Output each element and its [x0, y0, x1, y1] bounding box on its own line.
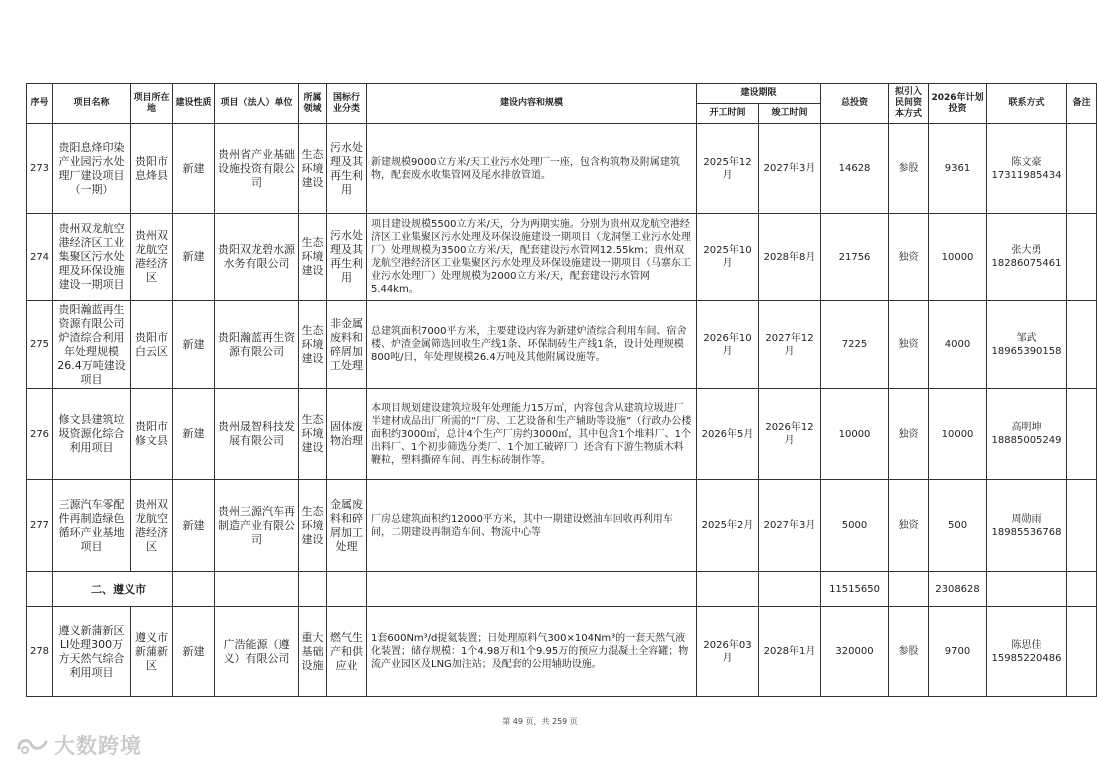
cell-location: 贵阳市息烽县 [131, 124, 173, 214]
header-invest: 总投资 [821, 84, 889, 124]
cell-seq: 273 [27, 124, 53, 214]
table-row [27, 389, 1097, 480]
cell-mode: 独资 [889, 389, 929, 480]
cell-invest: 14628 [821, 124, 889, 214]
contact-name: 邹武 [1016, 332, 1037, 344]
contact-name: 陈思佳 [1011, 639, 1042, 651]
cell-content: 1套600Nm³/d提氦装置；日处理原料气300×104Nm³的一套天然气液化装置；储存规模：1个4.98万和1个9.95万的预应力混凝土全容罐；物流产业园区及LNG加注站；及配套的公用辅助设施。 [367, 607, 697, 697]
cell-unit: 贵阳瀚蓝再生资源有限公司 [215, 301, 299, 389]
cell-contact [987, 301, 1067, 389]
contact-phone: 18985536768 [991, 526, 1062, 538]
cell-invest: 21756 [821, 214, 889, 301]
cell-mode: 独资 [889, 214, 929, 301]
cell-content: 厂房总建筑面积约12000平方米，其中一期建设燃油车回收再利用车间，二期建设再制造车间、物流中心等 [367, 480, 697, 572]
cell-name: 贵州双龙航空港经济区工业集聚区污水处理及环保设施建设一期项目 [53, 214, 131, 301]
header-field: 所属领域 [299, 84, 327, 124]
header-private-mode: 拟引入民间资本方式 [889, 84, 929, 124]
header-content: 建设内容和规模 [367, 84, 697, 124]
header-industry: 国标行业分类 [327, 84, 367, 124]
cell-content: 项目建设规模5500立方米/天，分为两期实施。分别为贵州双龙航空港经济区工业集聚区污水处理及环保设施建设一期项目（龙洞堡工业污水处理厂）处理规模为3500立方米/天，配套建设污水管网12.55km；贵州双龙航空港经济区工业集聚区污水处理及环保设施建设一期项目（马寨东工业污水处理厂）处理规模为2000立方米/天，配套建设污水管网5.44km。 [367, 214, 697, 301]
header-unit: 项目（法人）单位 [215, 84, 299, 124]
cell-plan: 500 [929, 480, 987, 572]
cell-invest: 320000 [821, 607, 889, 697]
cell-contact [987, 214, 1067, 301]
cell-unit: 贵州三源汽车再制造产业有限公司 [215, 480, 299, 572]
cell-end: 2028年8月 [759, 214, 821, 301]
header-location: 项目所在地 [131, 84, 173, 124]
cell-unit: 贵阳双龙碧水源水务有限公司 [215, 214, 299, 301]
cell-mode: 参股 [889, 607, 929, 697]
section-label: 二、遵义市 [53, 572, 173, 607]
cell-end: 2027年3月 [759, 124, 821, 214]
table-row [27, 607, 1097, 697]
project-table-sheet [26, 83, 1091, 697]
cell-field: 生态环境建设 [299, 301, 327, 389]
header-nature: 建设性质 [173, 84, 215, 124]
cell-contact [987, 124, 1067, 214]
contact-name: 周勋雨 [1011, 513, 1042, 525]
contact-phone: 15985220486 [991, 652, 1062, 664]
cell-unit: 贵州省产业基础设施投资有限公司 [215, 124, 299, 214]
cell-mode: 独资 [889, 301, 929, 389]
section-empty-cell [299, 572, 327, 607]
watermark [16, 730, 142, 760]
cell-plan: 9700 [929, 607, 987, 697]
cell-location: 贵州双龙航空港经济区 [131, 480, 173, 572]
header-remark: 备注 [1067, 84, 1097, 124]
contact-phone: 18965390158 [991, 345, 1062, 357]
cell-location: 遵义市新蒲新区 [131, 607, 173, 697]
section-empty-cell [697, 572, 759, 607]
header-start: 开工时间 [697, 104, 759, 124]
cell-location: 贵阳市白云区 [131, 301, 173, 389]
cell-start: 2026年10月 [697, 301, 759, 389]
cell-seq: 277 [27, 480, 53, 572]
table-row [27, 480, 1097, 572]
section-empty-cell [889, 572, 929, 607]
cell-name: 修文县建筑垃圾资源化综合利用项目 [53, 389, 131, 480]
cell-start: 2025年2月 [697, 480, 759, 572]
cell-content: 新建规模9000立方米/天工业污水处理厂一座，包含构筑物及附属建筑物，配套废水收集管网及尾水排放管道。 [367, 124, 697, 214]
header-seq: 序号 [27, 84, 53, 124]
header-period: 建设期限 [697, 84, 821, 104]
cell-field: 重大基础设施 [299, 607, 327, 697]
cell-invest: 5000 [821, 480, 889, 572]
contact-name: 陈文豪 [1011, 156, 1042, 168]
cell-industry: 非金属废料和碎屑加工处理 [327, 301, 367, 389]
cell-plan: 9361 [929, 124, 987, 214]
section-empty-cell [759, 572, 821, 607]
section-empty-cell [173, 572, 215, 607]
watermark-logo-icon [16, 734, 50, 756]
section-empty-cell [1067, 572, 1097, 607]
cell-contact [987, 480, 1067, 572]
cell-end: 2028年1月 [759, 607, 821, 697]
cell-nature: 新建 [173, 124, 215, 214]
section-plan: 2308628 [929, 572, 987, 607]
cell-remark [1067, 301, 1097, 389]
contact-phone: 18286075461 [991, 258, 1062, 269]
table-row [27, 214, 1097, 301]
cell-plan: 10000 [929, 389, 987, 480]
cell-industry: 金属废料和碎屑加工处理 [327, 480, 367, 572]
contact-name: 张大勇 [1011, 245, 1042, 256]
watermark-text: 大数跨境 [54, 734, 142, 758]
table-row [27, 124, 1097, 214]
page-footer: 第 49 页，共 259 页 [502, 717, 578, 726]
cell-seq: 274 [27, 214, 53, 301]
cell-seq: 278 [27, 607, 53, 697]
cell-field: 生态环境建设 [299, 214, 327, 301]
section-seq-cell [27, 572, 53, 607]
cell-unit: 贵州晟智科技发展有限公司 [215, 389, 299, 480]
cell-invest: 7225 [821, 301, 889, 389]
cell-field: 生态环境建设 [299, 480, 327, 572]
section-row [27, 572, 1097, 607]
cell-content: 本项目规划建设建筑垃圾年处理能力15万㎡，内容包含从建筑垃圾进厂半建材成品出厂所需的“厂房、工艺设备和生产辅助等设施”（行政办公楼面积约3000㎡，总计4个生产厂房约3000㎡，其中包含1个堆料厂、1个出料厂、1个初步筛选分类厂、1个加工破碎厂）还含有下游生物质木料鞭粒，塑料撕碎车间、再生标砖制作等。 [367, 389, 697, 480]
cell-plan: 10000 [929, 214, 987, 301]
header-plan2026: 2026年计划投资 [929, 84, 987, 124]
cell-name: 遵义新蒲新区LI处理300万方天然气综合利用项目 [53, 607, 131, 697]
cell-end: 2027年12月 [759, 301, 821, 389]
cell-contact [987, 389, 1067, 480]
cell-name: 贵阳息烽印染产业园污水处理厂建设项目（一期） [53, 124, 131, 214]
cell-nature: 新建 [173, 389, 215, 480]
cell-location: 贵州双龙航空港经济区 [131, 214, 173, 301]
cell-plan: 4000 [929, 301, 987, 389]
cell-nature: 新建 [173, 214, 215, 301]
table-row [27, 301, 1097, 389]
cell-remark [1067, 389, 1097, 480]
cell-start: 2026年5月 [697, 389, 759, 480]
cell-nature: 新建 [173, 301, 215, 389]
cell-seq: 276 [27, 389, 53, 480]
header-contact: 联系方式 [987, 84, 1067, 124]
cell-industry: 污水处理及其再生利用 [327, 124, 367, 214]
cell-industry: 固体废物治理 [327, 389, 367, 480]
header-end: 竣工时间 [759, 104, 821, 124]
cell-invest: 10000 [821, 389, 889, 480]
cell-unit: 广浩能源（遵义）有限公司 [215, 607, 299, 697]
cell-location: 贵阳市修文县 [131, 389, 173, 480]
cell-end: 2026年12月 [759, 389, 821, 480]
cell-seq: 275 [27, 301, 53, 389]
section-empty-cell [327, 572, 367, 607]
contact-phone: 17311985434 [991, 169, 1062, 181]
cell-name: 三源汽车零配件再制造绿色循环产业基地项目 [53, 480, 131, 572]
cell-industry: 污水处理及其再生利用 [327, 214, 367, 301]
contact-phone: 18885005249 [991, 435, 1062, 446]
cell-field: 生态环境建设 [299, 389, 327, 480]
cell-nature: 新建 [173, 480, 215, 572]
cell-start: 2025年12月 [697, 124, 759, 214]
cell-start: 2026年03月 [697, 607, 759, 697]
cell-nature: 新建 [173, 607, 215, 697]
cell-remark [1067, 480, 1097, 572]
section-empty-cell [367, 572, 697, 607]
cell-remark [1067, 607, 1097, 697]
cell-mode: 参股 [889, 124, 929, 214]
cell-industry: 燃气生产和供应业 [327, 607, 367, 697]
project-table [26, 83, 1097, 697]
cell-content: 总建筑面积7000平方米，主要建设内容为新建炉渣综合利用车间、宿舍楼、炉渣金属筛选回收生产线1条、环保制砖生产线1条，设计处理规模800吨/日，年处理规模26.4万吨及其他附属设施等。 [367, 301, 697, 389]
contact-name: 高明坤 [1011, 422, 1042, 433]
section-empty-cell [987, 572, 1067, 607]
header-name: 项目名称 [53, 84, 131, 124]
cell-field: 生态环境建设 [299, 124, 327, 214]
cell-end: 2027年3月 [759, 480, 821, 572]
section-invest: 11515650 [821, 572, 889, 607]
cell-remark [1067, 214, 1097, 301]
cell-mode: 独资 [889, 480, 929, 572]
section-empty-cell [215, 572, 299, 607]
cell-start: 2025年10月 [697, 214, 759, 301]
cell-contact [987, 607, 1067, 697]
cell-remark [1067, 124, 1097, 214]
cell-name: 贵阳瀚蓝再生资源有限公司炉渣综合利用年处理规模26.4万吨建设项目 [53, 301, 131, 389]
